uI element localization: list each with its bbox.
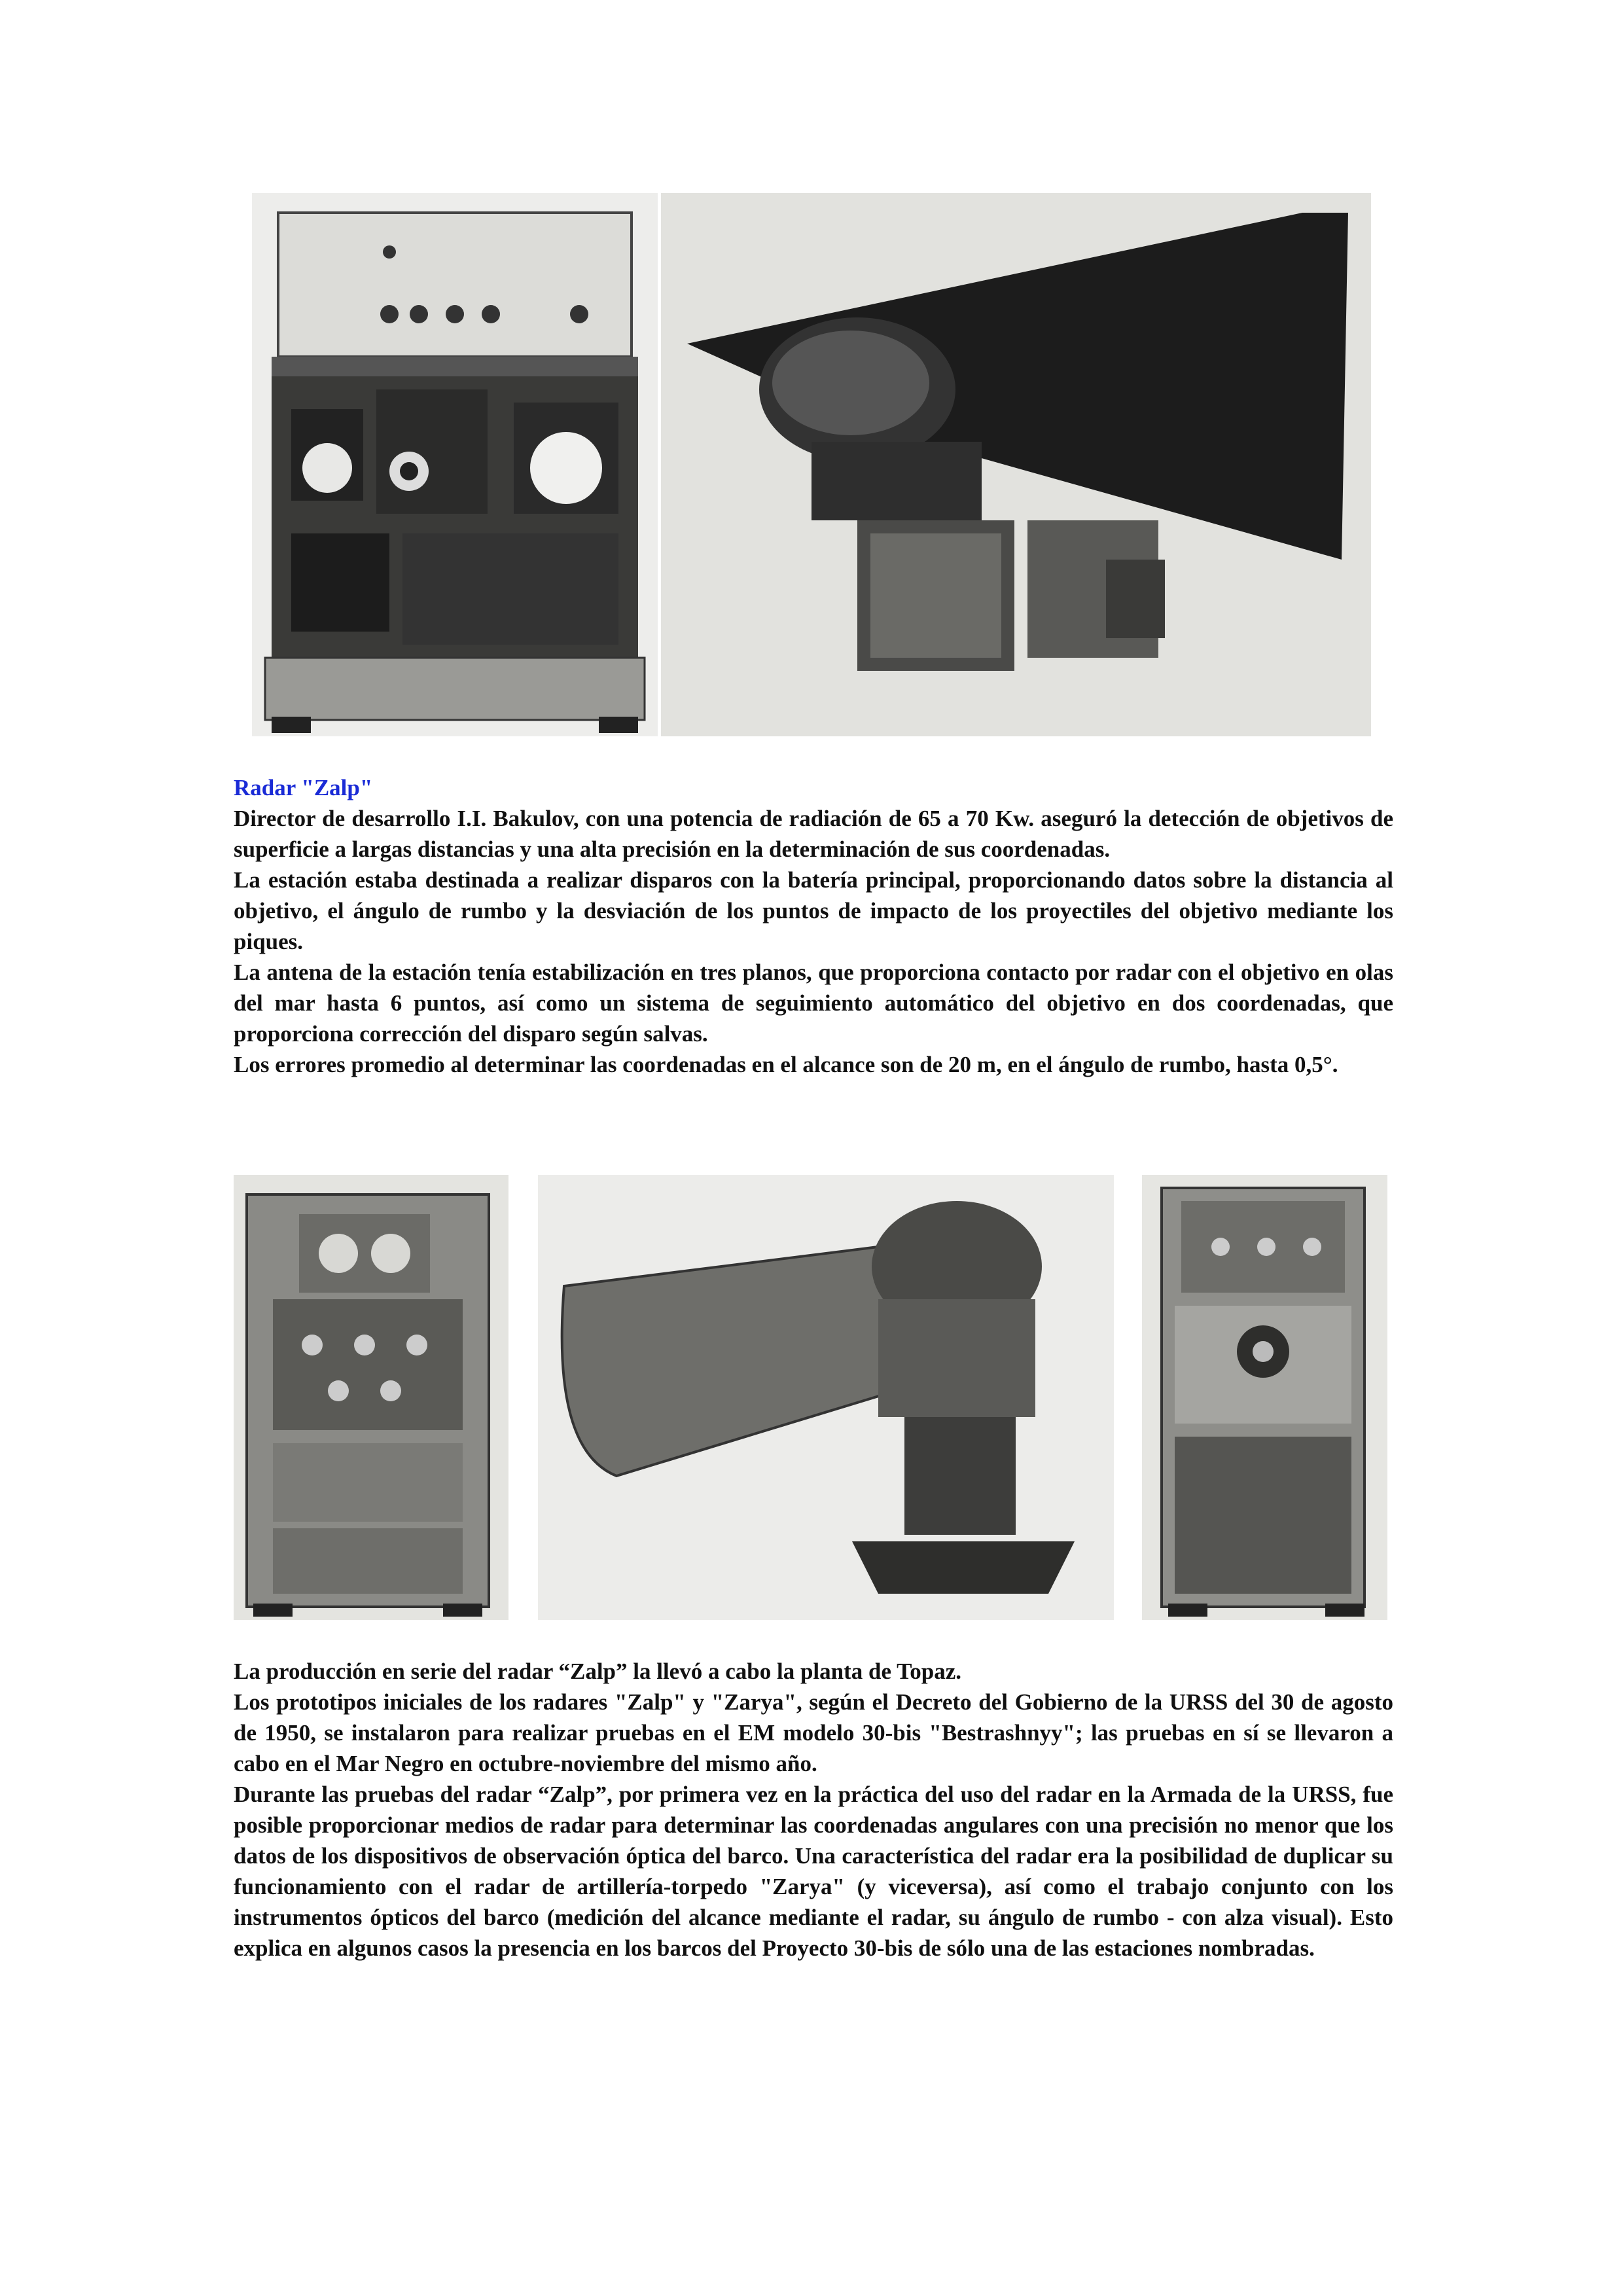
radar-control-unit-photo-icon [1142,1175,1387,1620]
radar-production-section [234,1656,1393,1964]
radar-antenna-photo [538,1175,1114,1620]
paragraph: La antena de la estación tenía estabilización en tres planos, que proporciona contacto por radar con el objetivo en olas del mar hasta 6 puntos, así como un sistema de seguimiento automático del objetivo en dos coordenadas, que proporciona corrección del disparo según salvas. [234,960,1393,1047]
paragraph: La estación estaba destinada a realizar disparos con la batería principal, proporcionando datos sobre la distancia al objetivo, el ángulo de rumbo y la desviación de los puntos de impacto de los proyectiles del objetivo mediante los piques. [234,867,1393,954]
radar-horn-antenna-photo-icon [661,193,1371,736]
radar-cabinet-photo-icon [234,1175,508,1620]
radar-control-unit-photo [1142,1175,1387,1620]
paragraph: Director de desarrollo I.I. Bakulov, con una potencia de radiación de 65 a 70 Kw. aseguró la detección de objetivos de superficie a largas distancias y una alta precisión en la determinación de sus coordenadas. [234,806,1393,862]
radar-console-photo [252,193,658,736]
paragraph: La producción en serie del radar “Zalp” la llevó a cabo la planta de Topaz. [234,1659,962,1684]
radar-horn-antenna-photo [661,193,1371,736]
radar-antenna-photo-icon [538,1175,1114,1620]
paragraph: Los prototipos iniciales de los radares "Zalp" y "Zarya", según el Decreto del Gobierno de la URSS del 30 de agosto de 1950, se instalaron para realizar pruebas en el EM modelo 30-bis "Bestrashnyy"; las pruebas en sí se llevaron a cabo en el Mar Negro en octubre-noviembre del mismo año. [234,1689,1393,1776]
paragraph: Durante las pruebas del radar “Zalp”, por primera vez en la práctica del uso del radar en la Armada de la URSS, fue posible proporcionar medios de radar para determinar las coordenadas angulares con una precisión no menor que los datos de los dispositivos de observación óptica del barco. Una característica del radar era la posibilidad de duplicar su funcionamiento con el radar de artillería-torpedo "Zarya" (y viceversa), así como el trabajo conjunto con los instrumentos ópticos del barco (medición del alcance mediante el radar, su ángulo de rumbo - con alza visual). Esto explica en algunos casos la presencia en los barcos del Proyecto 30-bis de sólo una de las estaciones nombradas. [234,1782,1393,1961]
section-heading: Radar "Zalp" [234,775,373,800]
radar-console-photo-icon [252,193,658,736]
radar-cabinet-photo [234,1175,508,1620]
radar-zalp-section [234,772,1393,1080]
paragraph: Los errores promedio al determinar las coordenadas en el alcance son de 20 m, en el ángulo de rumbo, hasta 0,5°. [234,1052,1338,1077]
